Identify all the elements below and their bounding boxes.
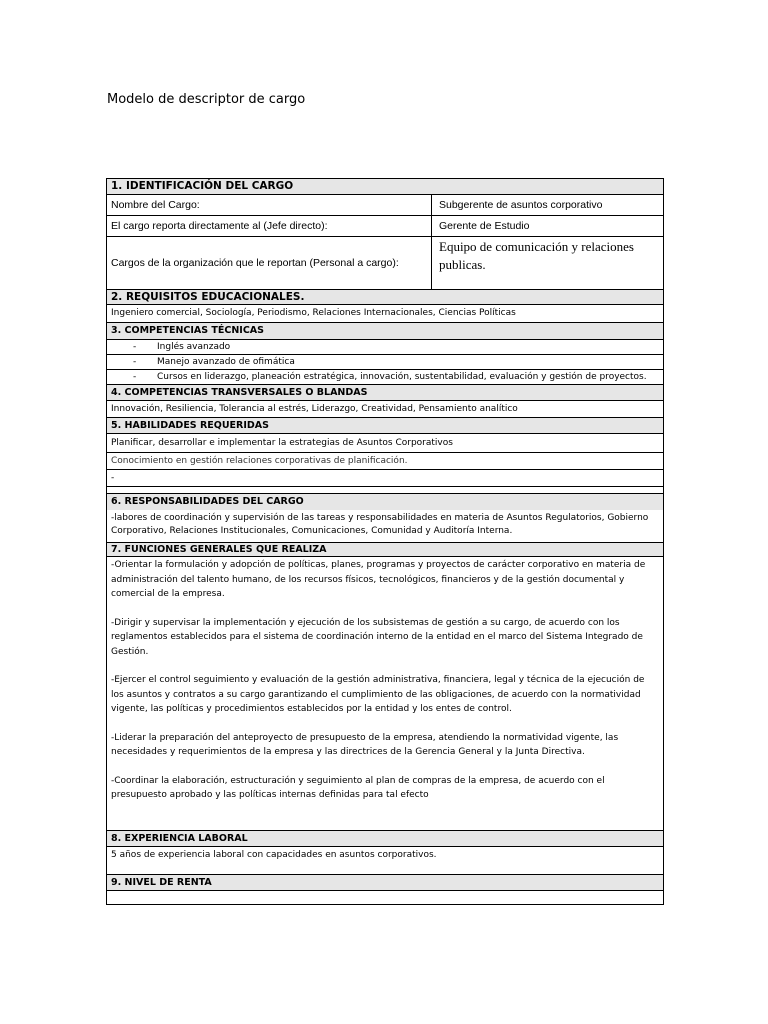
list-item-text: Inglés avanzado (157, 342, 231, 352)
direct-boss-label: El cargo reporta directamente al (Jefe directo): (107, 216, 432, 236)
section-5-header: 5. HABILIDADES REQUERIDAS (107, 417, 663, 433)
function-paragraph: -Liderar la preparación del anteproyecto de presupuesto de la empresa, atendiendo la normatividad vigente, las necesidades y requerimientos de la empresa y las directrices de la Gerencia General y la Junta Directiva. (111, 732, 619, 757)
section-1-header: 1. IDENTIFICACIÓN DEL CARGO (107, 179, 663, 194)
education-requirements: Ingeniero comercial, Sociología, Periodismo, Relaciones Internacionales, Ciencias Políticas (107, 304, 663, 322)
spacer-row (107, 486, 663, 493)
bullet-dash: - (133, 357, 137, 367)
work-experience: 5 años de experiencia laboral con capacidades en asuntos corporativos. (107, 846, 663, 874)
bullet-dash: - (133, 372, 137, 382)
document-title: Modelo de descriptor de cargo (107, 92, 306, 107)
list-item-text: Manejo avanzado de ofimática (157, 357, 295, 367)
skill-line: - (107, 469, 663, 486)
identification-row-name (107, 194, 663, 215)
salary-level (107, 890, 663, 904)
soft-competencies: Innovación, Resiliencia, Tolerancia al estrés, Liderazgo, Creatividad, Pensamiento analítico (107, 400, 663, 417)
section-3-header: 3. COMPETENCIAS TÉCNICAS (107, 322, 663, 339)
list-item (107, 340, 663, 354)
staff-value: Equipo de comunicación y relaciones publicas. (439, 239, 634, 272)
section-6-header: 6. RESPONSABILIDADES DEL CARGO (107, 493, 663, 510)
bullet-dash: - (133, 342, 137, 352)
position-name-value: Subgerente de asuntos corporativo (439, 199, 603, 211)
direct-boss-value: Gerente de Estudio (439, 220, 530, 232)
list-item (107, 369, 663, 384)
list-item-text: Cursos en liderazgo, planeación estratégica, innovación, sustentabilidad, evaluación y gestión de proyectos. (157, 372, 647, 382)
list-item (107, 354, 663, 369)
section-2-header: 2. REQUISITOS EDUCACIONALES. (107, 289, 663, 304)
position-name-label: Nombre del Cargo: (107, 195, 432, 215)
function-paragraph: -Dirigir y supervisar la implementación y ejecución de los subsistemas de gestión a su cargo, de acuerdo con los reglamentos establecidos para el sistema de coordinación interno de la entidad en el marco del Sistema Integrado de Gestión. (111, 617, 643, 657)
function-paragraph: -Coordinar la elaboración, estructuración y seguimiento al plan de compras de la empresa, de acuerdo con el presupuesto aprobado y las políticas internas definidas para tal efecto (111, 775, 605, 800)
function-paragraph: -Ejercer el control seguimiento y evaluación de la gestión administrativa, financiera, legal y técnica de la ejecución de los asuntos y contratos a su cargo garantizando el cumplimiento de las obligaciones, de acuerdo con la normatividad vigente, las políticas y procedimientos establecidos por la entidad y los entes de control. (111, 675, 645, 714)
staff-label: Cargos de la organización que le reportan (Personal a cargo): (107, 237, 432, 289)
technical-competencies-list (107, 339, 663, 384)
section-7-header: 7. FUNCIONES GENERALES QUE REALIZA (107, 542, 663, 556)
identification-row-staff (107, 236, 663, 289)
identification-row-boss (107, 215, 663, 236)
section-4-header: 4. COMPETENCIAS TRANSVERSALES O BLANDAS (107, 384, 663, 400)
skill-line: Conocimiento en gestión relaciones corporativas de planificación. (107, 452, 663, 469)
job-descriptor-table (106, 178, 664, 905)
responsibilities-text: -labores de coordinación y supervisión de las tareas y responsabilidades en materia de Asuntos Regulatorios, Gobierno Corporativo, Relaciones Institucionales, Comunicaciones, Comunidad y Auditoría Interna. (111, 513, 649, 536)
function-paragraph: -Orientar la formulación y adopción de políticas, planes, programas y proyectos de carácter corporativo en materia de administración del talento humano, de los recursos físicos, tecnológicos, financieros y de la gestión documental y comercial de la empresa. (111, 560, 646, 599)
section-9-header: 9. NIVEL DE RENTA (107, 874, 663, 890)
skill-line: Planificar, desarrollar e implementar la estrategias de Asuntos Corporativos (107, 433, 663, 452)
general-functions (107, 556, 663, 830)
section-8-header: 8. EXPERIENCIA LABORAL (107, 830, 663, 846)
